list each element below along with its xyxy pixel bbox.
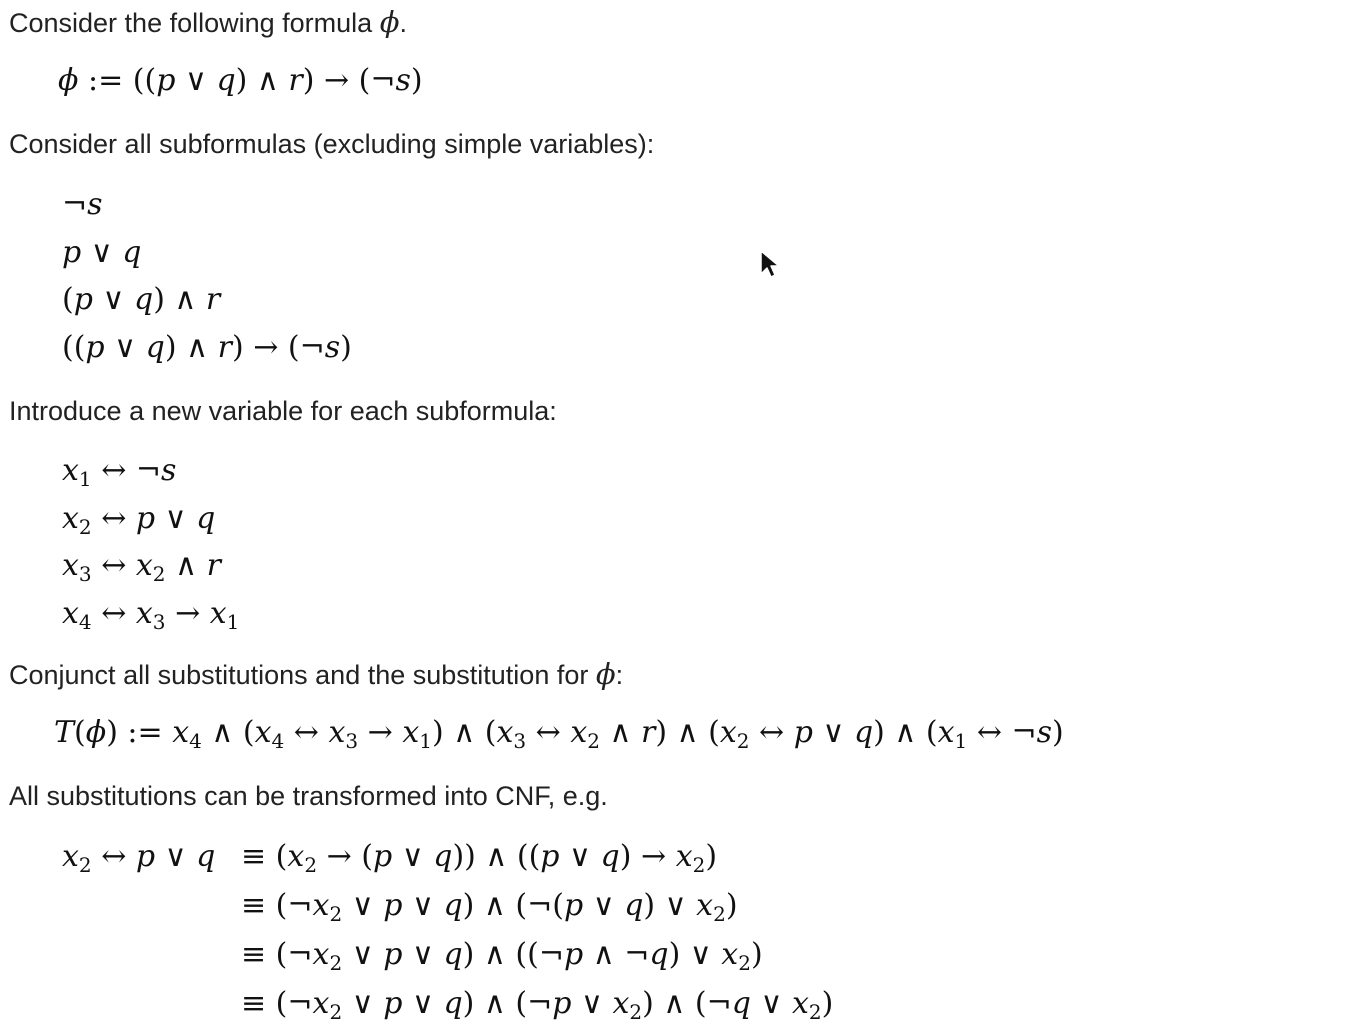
subformulas-heading: Consider all subformulas (excluding simple variables):: [9, 129, 655, 159]
variable-item: $x_4$ ↔ $x_3 \to x_1$: [62, 596, 240, 634]
cnf-lhs: $x_2$ ↔ p ∨ q: [62, 839, 216, 877]
phi-definition-formula: ϕ := ((p ∨ q) ∧ r) → (¬s): [58, 63, 423, 98]
variable-item: $x_2$ ↔ p ∨ q: [62, 501, 216, 539]
intro-phi-symbol: ϕ: [379, 5, 400, 39]
cnf-step: ≡ ($x_2 \to (p$ ∨ q)) ∧ ((p ∨ $q) \to x_2$): [241, 839, 718, 877]
conjunction-heading: [9, 657, 624, 691]
subformula-item: ¬s: [62, 187, 103, 222]
conjunction-phi-symbol: ϕ: [595, 657, 616, 691]
cnf-step: ≡ ($\neg x_2$ ∨ p ∨ q) ∧ (¬p ∨ $x_2$) ∧ (¬q ∨ $x_2$): [241, 986, 834, 1024]
subformula-item: (p ∨ q) ∧ r: [62, 282, 221, 317]
conjunction-formula: T(ϕ) := $x_4$ ∧ ($x_4$ ↔ $x_3 \to x_1$) ∧ ($x_3$ ↔ $x_2$ ∧ r) ∧ ($x_2$ ↔ p ∨ q) ∧ ($x_1$ ↔ ¬s): [54, 715, 1064, 753]
variables-heading: Introduce a new variable for each subformula:: [9, 396, 557, 426]
variable-item: $x_3$ ↔ $x_2$ ∧ r: [62, 548, 221, 586]
mouse-pointer-icon: [759, 250, 781, 280]
conjunction-heading-end: :: [615, 660, 624, 690]
cnf-step: ≡ ($\neg x_2$ ∨ p ∨ q) ∧ ((¬p ∧ ¬q) ∨ $x_2$): [241, 937, 763, 975]
variable-item: $x_1$ ↔ ¬s: [62, 453, 177, 491]
subformula-item: p ∨ q: [62, 235, 142, 270]
cnf-heading: All substitutions can be transformed into CNF, e.g.: [9, 781, 608, 811]
phi-definition: [58, 63, 423, 98]
intro-end: .: [399, 8, 407, 38]
intro-text: Consider the following formula: [9, 8, 373, 38]
cnf-step: ≡ ($\neg x_2$ ∨ p ∨ q) ∧ (¬(p ∨ q) ∨ $x_2$): [241, 888, 738, 926]
intro-paragraph: [9, 5, 407, 39]
subformula-item: ((p ∨ q) ∧ r) → (¬s): [62, 330, 352, 365]
conjunction-heading-text: Conjunct all substitutions and the substitution for: [9, 660, 589, 690]
